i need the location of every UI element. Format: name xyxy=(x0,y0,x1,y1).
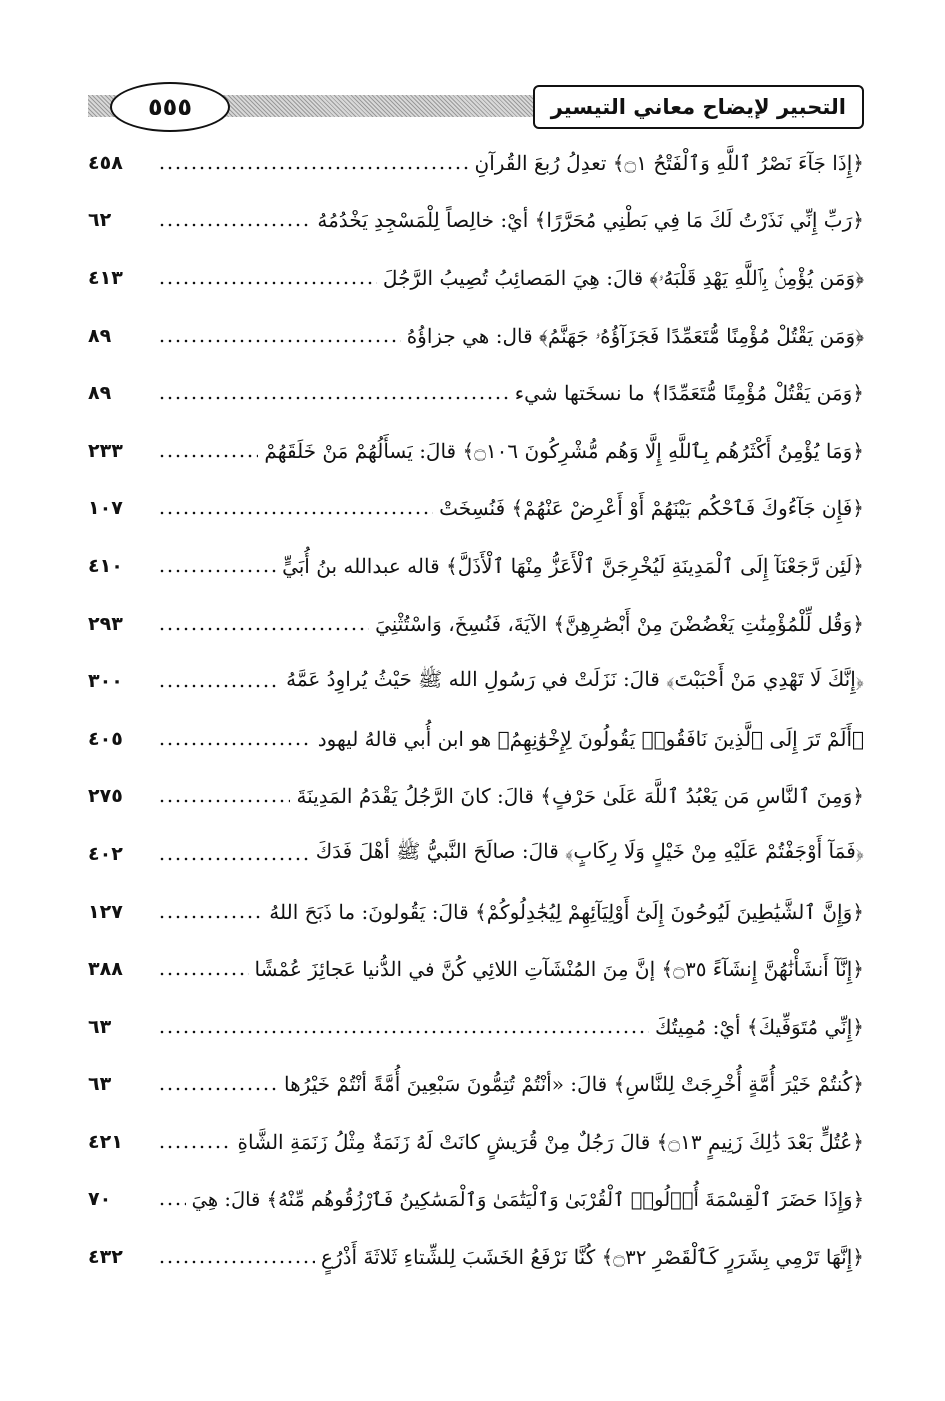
page-reference: ٦٣ xyxy=(88,1073,112,1096)
page-reference: ٤٣٢ xyxy=(88,1246,123,1269)
index-entries xyxy=(88,134,864,1286)
entry-text: ﴿لَئِن رَّجَعْنَآ إِلَى ٱلْمَدِينَةِ لَيُخْرِجَنَّ ٱلْأَعَزُّ مِنْهَا ٱلْأَذَلَّ﴾ قاله عبدالله بنُ أُبَيٍّ xyxy=(282,553,864,578)
page-reference: ٤١٣ xyxy=(88,266,123,289)
book-title: التحبير لإيضاح معاني التيسير xyxy=(550,95,846,119)
entry-text: ﴿إِذَا جَآءَ نَصْرُ ٱللَّهِ وَٱلْفَتْحُ ۝١﴾ تعدِلُ رُبعَ القُرآنِ xyxy=(474,150,864,175)
index-entry xyxy=(88,595,864,653)
page-reference: ٨٩ xyxy=(88,382,112,405)
entry-text: ﴿إِنَّآ أَنشَأْنَٰهُنَّ إِنشَآءً ۝٣٥﴾ إنَّ مِنَ المُنْشَآتِ اللائِي كُنَّ في الدُّنيا عَجائِزَ عُمْشًا xyxy=(254,957,864,982)
entry-text: ﴿أَلَمْ تَرَ إِلَى ٱلَّذِينَ نَافَقُوا۟ يَقُولُونَ لِإِخْوَٰنِهِمُ﴾ هو ابن أُبي قالهُ ليهود xyxy=(317,726,864,751)
entry-text: ﴿وَمَن يَقْتُلْ مُؤْمِنًا مُّتَعَمِّدًا﴾ ما نسخَتها شيء xyxy=(514,381,864,406)
index-entry xyxy=(88,537,864,595)
entry-text: ﴿وَإِذَا حَضَرَ ٱلْقِسْمَةَ أُو۟لُوا۟ ٱلْقُرْبَىٰ وَٱلْيَتَٰمَىٰ وَٱلْمَسَٰكِينُ فَٱرْزُقُوهُم مِّنْهُ﴾ قالَ: هِيَ xyxy=(191,1187,864,1211)
book-title-frame xyxy=(533,85,864,129)
dot-leader xyxy=(158,959,249,979)
page-number: ٥٥٥ xyxy=(148,93,192,121)
dot-leader xyxy=(158,1017,649,1037)
page-reference: ٢٣٣ xyxy=(88,439,123,462)
entry-text: ﴿وَقُل لِّلْمُؤْمِنَٰتِ يَغْضُضْنَ مِنْ أَبْصَٰرِهِنَّ﴾ الآيَةَ، فَنُسِخَ، وَاسْتُثْنِيَ xyxy=(375,611,864,636)
dot-leader xyxy=(158,1189,186,1209)
index-entry xyxy=(88,825,864,883)
index-entry xyxy=(88,480,864,538)
dot-leader xyxy=(158,498,433,518)
page-reference: ٧٠ xyxy=(88,1188,112,1211)
entry-text: ﴿وَمِنَ ٱلنَّاسِ مَن يَعْبُدُ ٱللَّهَ عَلَىٰ حَرْفٍ﴾ قالَ: كانَ الرَّجُلُ يَقْدَمُ المَدِينَةَ xyxy=(296,784,864,809)
dot-leader xyxy=(158,268,377,288)
dot-leader xyxy=(158,671,280,691)
dot-leader xyxy=(158,556,276,576)
dot-leader xyxy=(158,153,469,173)
page-reference: ٤٠٢ xyxy=(88,842,123,865)
index-entry xyxy=(88,364,864,422)
index-entry xyxy=(88,768,864,826)
page-number-oval xyxy=(110,82,230,132)
entry-text: ﴿كُنتُمْ خَيْرَ أُمَّةٍ أُخْرِجَتْ لِلنَّاسِ﴾ قالَ: «أنْتُمْ تُتِمُّونَ سَبْعِينَ أُمَّةً أنْتُمْ خَيْرُها xyxy=(284,1072,864,1097)
page-reference: ٤٥٨ xyxy=(88,151,123,174)
page-reference: ٦٢ xyxy=(88,209,112,232)
dot-leader xyxy=(158,1247,315,1267)
index-entry xyxy=(88,940,864,998)
dot-leader xyxy=(158,729,312,749)
page-reference: ٤١٠ xyxy=(88,554,123,577)
page-header xyxy=(88,82,864,132)
index-entry xyxy=(88,883,864,941)
dot-leader xyxy=(158,1132,232,1152)
entry-text: ﴿وَمَن يَقْتُلْ مُؤْمِنًا مُّتَعَمِّدًا فَجَزَآؤُهُۥ جَهَنَّمُ﴾ قال: هي جزاؤُهُ xyxy=(406,323,864,348)
entry-text: ﴿رَبِّ إِنِّي نَذَرْتُ لَكَ مَا فِي بَطْنِي مُحَرَّرًا﴾ أيْ: خالِصاً لِلْمَسْجِدِ يَخْدُمُهُ xyxy=(317,208,864,233)
index-entry xyxy=(88,192,864,250)
entry-text: ﴿فَإِن جَآءُوكَ فَٱحْكُم بَيْنَهُمْ أَوْ أَعْرِضْ عَنْهُمْ﴾ فَنُسِخَتْ xyxy=(439,496,864,521)
entry-text: ﴿إِنِّي مُتَوَفِّيكَ﴾ أيْ: مُمِيتُكَ xyxy=(655,1014,864,1039)
index-entry xyxy=(88,134,864,192)
page-reference: ١٠٧ xyxy=(88,497,123,520)
entry-text: ﴿إِنَّكَ لَا تَهْدِي مَنْ أَحْبَبْتَ﴾ قالَ: نَزَلَتْ في رَسُولِ الله ﷺ حَيْثُ يُراوِدُ عَمَّهُ xyxy=(286,666,864,691)
entry-text: ﴿إِنَّهَا تَرْمِي بِشَرَرٍ كَٱلْقَصْرِ ۝٣٢﴾ كُنَّا نَرْفَعُ الخَشَبَ لِلشِّتاءِ ثَلاثَةَ أَذْرُعٍ xyxy=(321,1245,864,1270)
index-entry xyxy=(88,249,864,307)
index-entry xyxy=(88,1228,864,1286)
entry-text: ﴿فَمَآ أَوْجَفْتُمْ عَلَيْهِ مِنْ خَيْلٍ وَلَا رِكَابٍ﴾ قالَ: صالَحَ النَّبيُّ ﷺ أهْلَ فَدَكَ xyxy=(315,839,864,864)
dot-leader xyxy=(158,844,310,864)
page-reference: ٢٩٣ xyxy=(88,612,123,635)
entry-text: ﴿وَإِنَّ ٱلشَّيَٰطِينَ لَيُوحُونَ إِلَىٰٓ أَوْلِيَآئِهِمْ لِيُجَٰدِلُوكُمْ﴾ قالَ: يَقُولونَ: ما ذَبَحَ اللهُ xyxy=(269,899,864,924)
page-reference: ٨٩ xyxy=(88,324,112,347)
page-reference: ٣٨٨ xyxy=(88,958,123,981)
entry-text: ﴿وَمَن يُؤْمِنۢ بِٱللَّهِ يَهْدِ قَلْبَهُۥ﴾ قالَ: هِيَ المَصائِبُ تُصِيبُ الرَّجُلَ xyxy=(382,265,864,290)
dot-leader xyxy=(158,786,290,806)
index-entry xyxy=(88,1113,864,1171)
dot-leader xyxy=(158,383,509,403)
page-reference: ٢٧٥ xyxy=(88,785,123,808)
index-entry xyxy=(88,998,864,1056)
index-entry xyxy=(88,307,864,365)
page-reference: ٤٢١ xyxy=(88,1130,123,1153)
dot-leader xyxy=(158,614,369,634)
dot-leader xyxy=(158,1074,278,1094)
page-reference: ٤٠٥ xyxy=(88,727,123,750)
dot-leader xyxy=(158,326,401,346)
entry-text: ﴿عُتُلٍّ بَعْدَ ذَٰلِكَ زَنِيمٍ ۝١٣﴾ قالَ رَجُلٌ مِنْ قُرَيشٍ كانَتْ لَهُ زَنَمَةٌ مِثْلُ زَنَمَةِ الشَّاةِ xyxy=(237,1129,864,1154)
dot-leader xyxy=(158,210,311,230)
page-reference: ٦٣ xyxy=(88,1015,112,1038)
page-reference: ٣٠٠ xyxy=(88,670,123,693)
entry-text: ﴿وَمَا يُؤْمِنُ أَكْثَرُهُم بِٱللَّهِ إِلَّا وَهُم مُّشْرِكُونَ ۝١٠٦﴾ قالَ: يَسأَلُهُمْ مَنْ خَلَقَهُمْ xyxy=(264,438,864,463)
dot-leader xyxy=(158,441,258,461)
index-entry xyxy=(88,1056,864,1114)
index-entry xyxy=(88,422,864,480)
index-entry xyxy=(88,1171,864,1229)
index-entry xyxy=(88,652,864,710)
page-reference: ١٢٧ xyxy=(88,900,123,923)
dot-leader xyxy=(158,902,263,922)
index-entry xyxy=(88,710,864,768)
